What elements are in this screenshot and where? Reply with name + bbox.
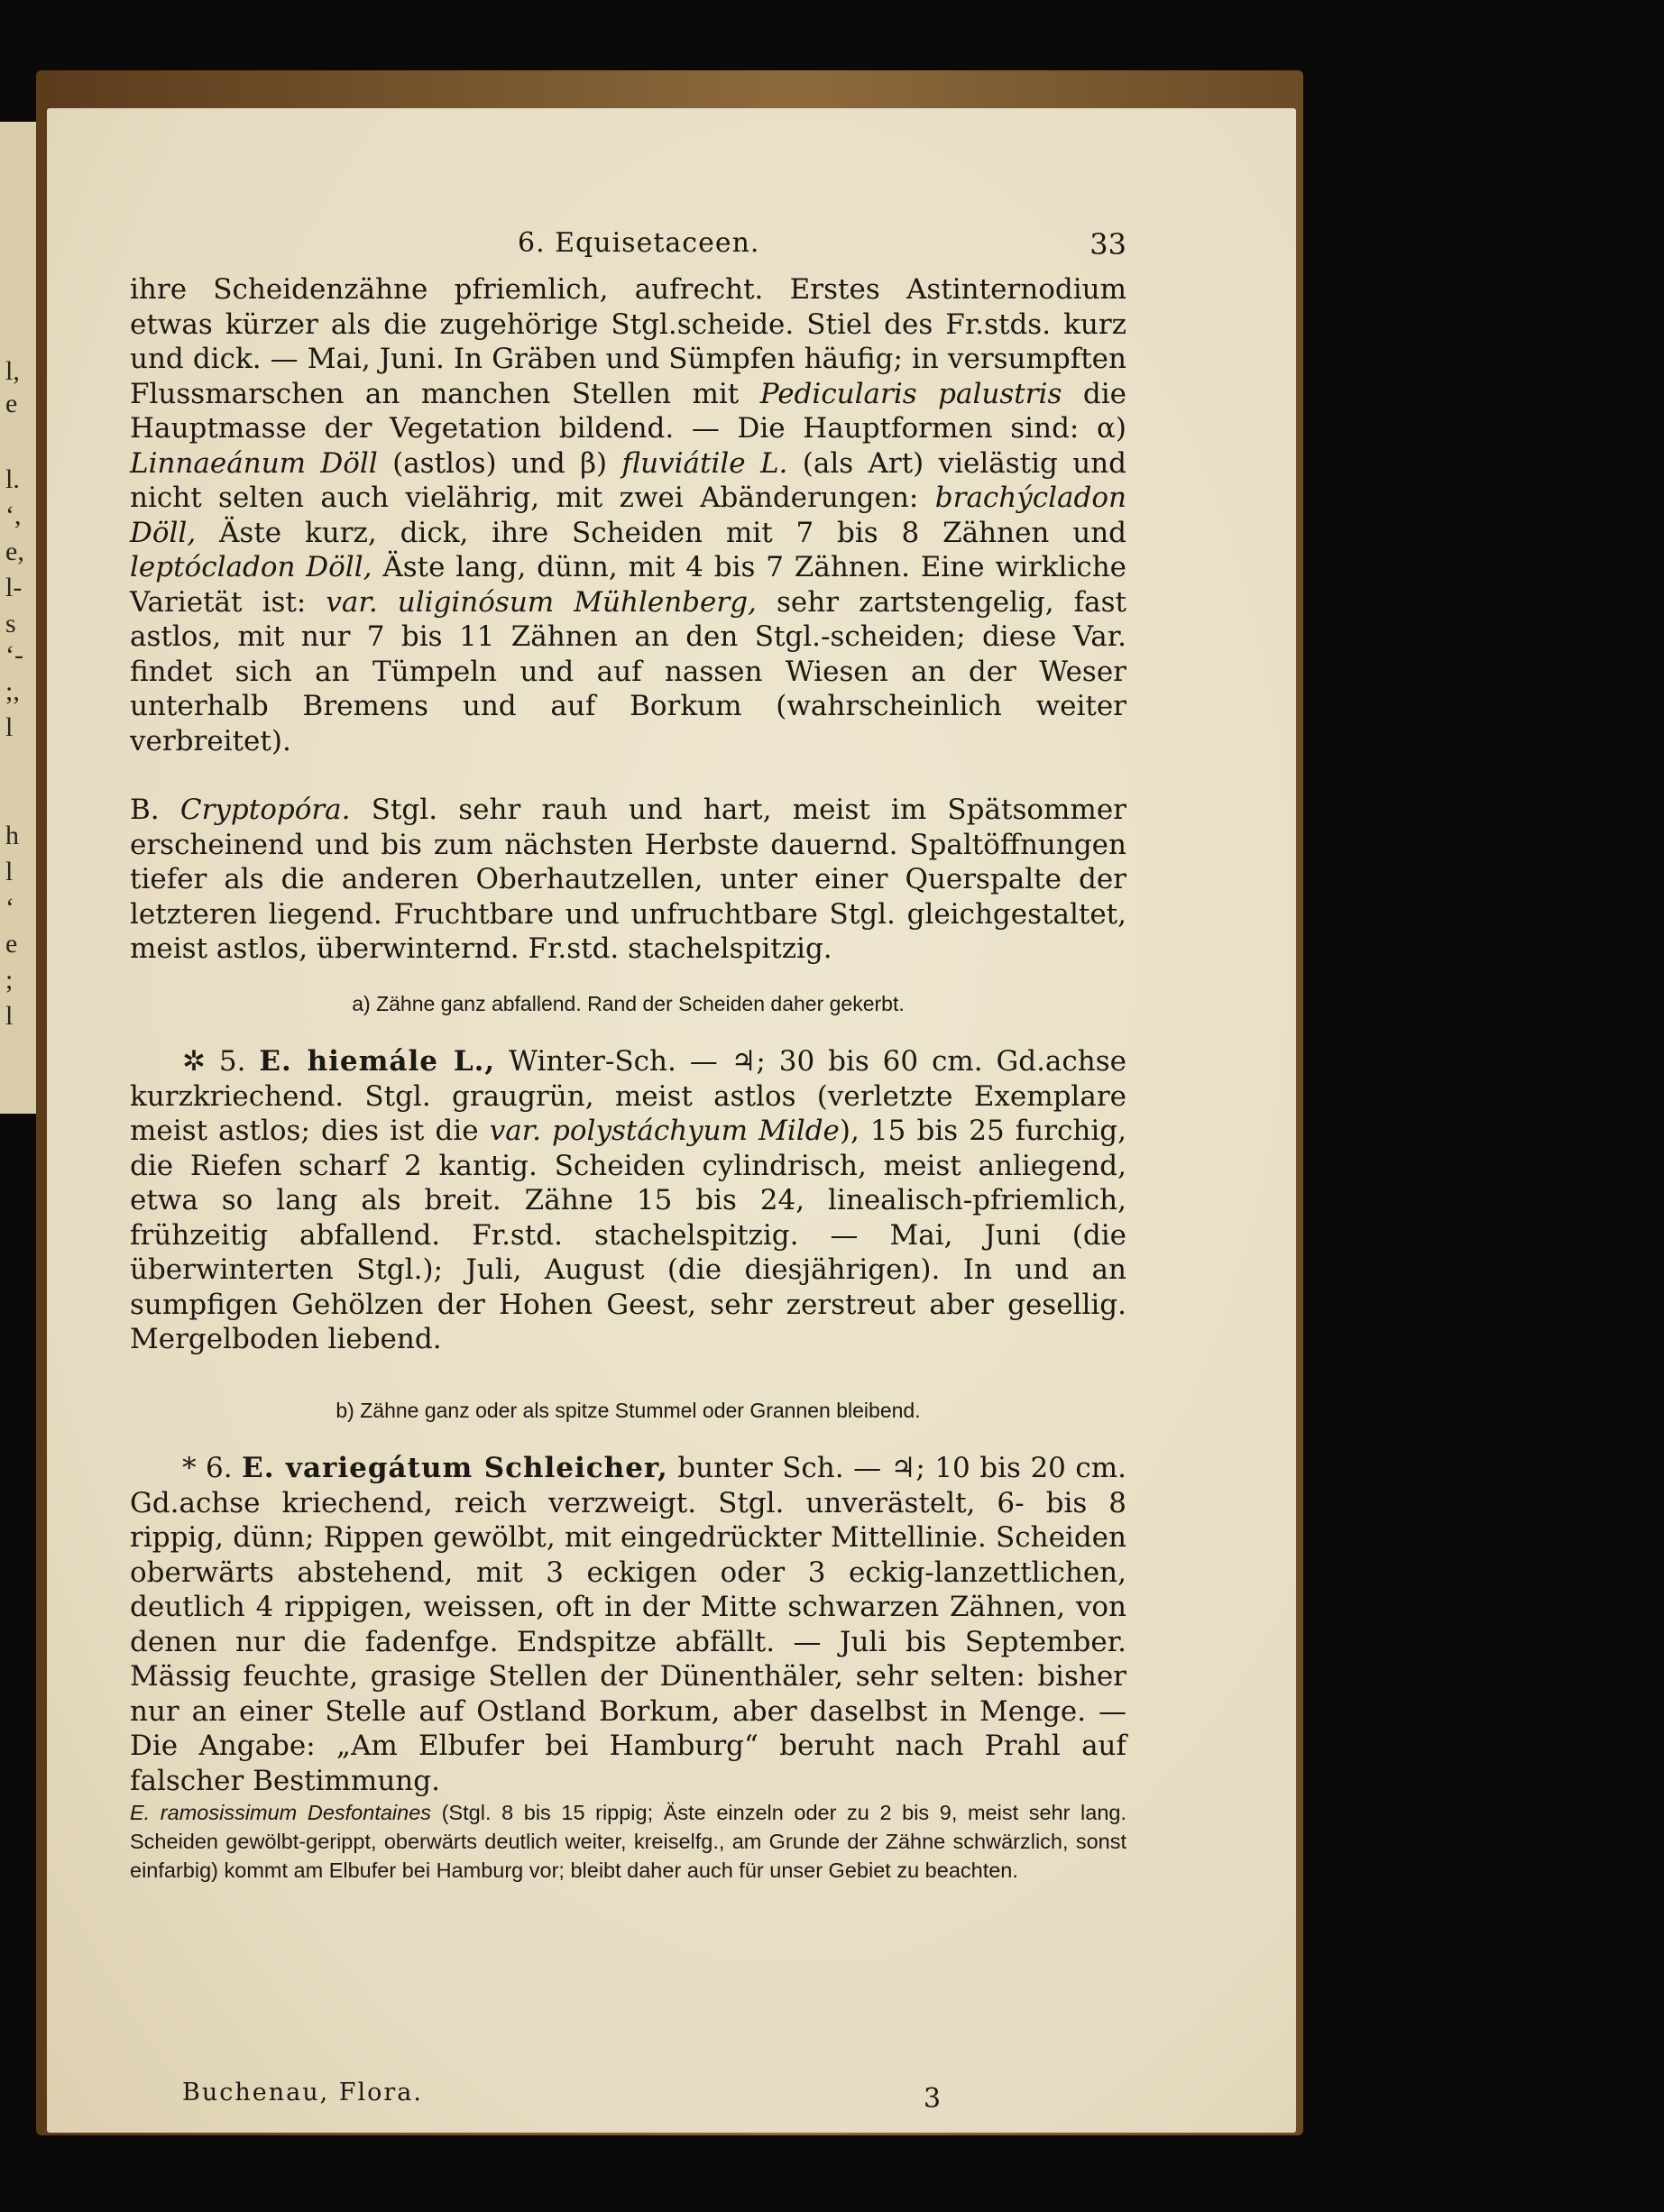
taxon-name: leptócladon Döll,: [130, 551, 372, 583]
prev-fragment: l,: [5, 356, 20, 386]
running-head: [130, 227, 1126, 272]
taxon-name: fluviátile L.: [621, 446, 788, 480]
taxon-name: Linnaeánum Döll: [130, 446, 378, 480]
prev-fragment: l: [5, 1001, 14, 1031]
text-run: Äste lang, dünn, mit 4 bis 7 Zähnen. Eine wirkliche Varietät ist:: [130, 551, 1127, 619]
taxon-name: var. polystáchyum Milde: [489, 1115, 840, 1147]
prev-fragment: e,: [5, 537, 24, 566]
prev-fragment: ‘: [5, 893, 14, 922]
signature-line: [130, 2079, 1126, 2115]
prev-fragment: ‘,: [5, 500, 22, 530]
prev-fragment: ‘-: [5, 640, 23, 670]
intro-paragraph: [130, 272, 1126, 758]
text-run: Äste kurz, dick, ihre Scheiden mit 7 bis 8 Zähnen und: [196, 516, 1126, 549]
prev-fragment: h: [5, 821, 19, 850]
running-head-title: 6. Equisetaceen.: [518, 227, 760, 259]
body-text: [130, 272, 1126, 1885]
prev-fragment: l: [5, 857, 14, 886]
key-subhead-b: b) Zähne ganz oder als spitze Stummel oder Grannen bleibend.: [336, 1398, 921, 1422]
species-6-paragraph: [130, 1451, 1126, 1798]
text-run: B.: [130, 794, 180, 826]
key-subhead-a: a) Zähne ganz abfallend. Rand der Scheiden daher gekerbt.: [352, 991, 905, 1015]
prev-fragment: l.: [5, 464, 20, 494]
signature-author: Buchenau, Flora.: [182, 2079, 423, 2106]
text-run: Stgl. sehr rauh und hart, meist im Spätsommer erscheinend und bis zum nächsten Herbste dauernd. Spaltöffnungen tiefer als die anderen Oberhautzellen, unter einer Querspalte der letzteren liegend. Fruchtbare und unfruchtbare Stgl. gleichgestaltet, meist astlos, überwinternd. Fr.std. stachelspitzig.: [130, 794, 1126, 965]
taxon-name: Cryptopóra.: [179, 794, 351, 826]
text-run: ihre Scheidenzähne pfriemlich, aufrecht. Erstes Astinternodium etwas kürzer als die zugehörige Stgl.scheide. Stiel des Fr.stds. kurz und dick. — Mai, Juni. In Gräben und Sümpfen häufig; in versumpften Flussmarschen an manchen Stellen mit: [130, 273, 1126, 410]
text-run: * 6.: [182, 1452, 243, 1484]
prev-fragment: e: [5, 929, 18, 959]
text-run: (Stgl. 8 bis 15 rippig; Äste einzeln oder zu 2 bis 9, meist sehr lang. Scheiden gewölbt-gerippt, oberwärts deutlich weiter, kreiselfg., am Grunde der Zähne schwärzlich, sonst einfarbig) kommt am Elbufer bei Hamburg vor; bleibt daher auch für unser Gebiet zu beachten.: [130, 1801, 1126, 1882]
text-run: ), 15 bis 25 furchig, die Riefen scharf 2 kantig. Scheiden cylindrisch, meist anliegend, etwa so lang als breit. Zähne 15 bis 24, linealisch-pfriemlich, frühzeitig abfallend. Fr.std. stachelspitzig. — Mai, Juni (die überwinterten Stgl.); Juli, August (die diesjährigen). In und an sumpfigen Gehölzen der Hohen Geest, sehr zerstreut aber gesellig. Mergelboden liebend.: [130, 1115, 1126, 1355]
section-b-paragraph: [130, 793, 1126, 967]
text-run: sehr zartstengelig, fast astlos, mit nur 7 bis 11 Zähnen an den Stgl.-scheiden; diese Var. findet sich an Tümpeln und auf nassen Wiesen an der Weser unterhalb Bremens und auf Borkum (wahrscheinlich weiter verbreitet).: [130, 585, 1127, 757]
text-run: (astlos) und β): [377, 446, 622, 480]
prev-fragment: s: [5, 609, 16, 638]
text-run: die Hauptmasse der Vegetation bildend. — Die Hauptformen sind: α): [130, 377, 1126, 445]
text-run: (als Art) vielästig und nicht selten auch vielährig, mit zwei Abänderungen:: [130, 446, 1126, 514]
species-5-paragraph: [130, 1044, 1126, 1357]
text-run: ✲ 5.: [182, 1045, 260, 1078]
spacer: [130, 758, 1126, 793]
prev-fragment: e: [5, 389, 18, 418]
species-name: E. variegátum Schleicher,: [242, 1452, 668, 1484]
taxon-name: brachýcladon Döll,: [130, 482, 1126, 549]
signature-sheet-number: 3: [924, 2083, 942, 2115]
text-run: Winter-Sch. — ♃; 30 bis 60 cm. Gd.achse kurzkriechend. Stgl. graugrün, meist astlos (verletzte Exemplare meist astlos; dies ist die: [130, 1045, 1126, 1147]
page: [47, 108, 1296, 2133]
prev-fragment: ;: [5, 965, 14, 995]
species-name: E. hiemále L.,: [259, 1045, 496, 1078]
prev-fragment: l-: [5, 573, 23, 602]
taxon-name: E. ramosissimum Desfontaines: [130, 1801, 432, 1824]
prev-fragment: l: [5, 712, 14, 742]
page-number: 33: [1089, 227, 1126, 262]
footnote: [130, 1798, 1126, 1885]
prev-fragment: ;,: [5, 676, 20, 706]
taxon-name: var. uliginósum Mühlenberg,: [326, 585, 757, 619]
text-run: bunter Sch. — ♃; 10 bis 20 cm. Gd.achse kriechend, reich verzweigt. Stgl. unverästelt, 6- bis 8 rippig, dünn; Rippen gewölbt, mit eingedrückter Mittellinie. Scheiden oberwärts abstehend, mit 3 eckigen oder 3 eckig-lanzettlichen, deutlich 4 rippigen, weissen, oft in der Mitte schwarzen Zähnen, von denen nur die fadenfge. Endspitze abfällt. — Juli bis September. Mässig feuchte, grasige Stellen der Dünenthäler, sehr selten: bisher nur an einer Stelle auf Ostland Borkum, aber daselbst in Menge. — Die Angabe: „Am Elbufer bei Hamburg“ beruht nach Prahl auf falscher Bestimmung.: [130, 1452, 1126, 1797]
taxon-name: Pedicularis palustris: [759, 377, 1062, 410]
